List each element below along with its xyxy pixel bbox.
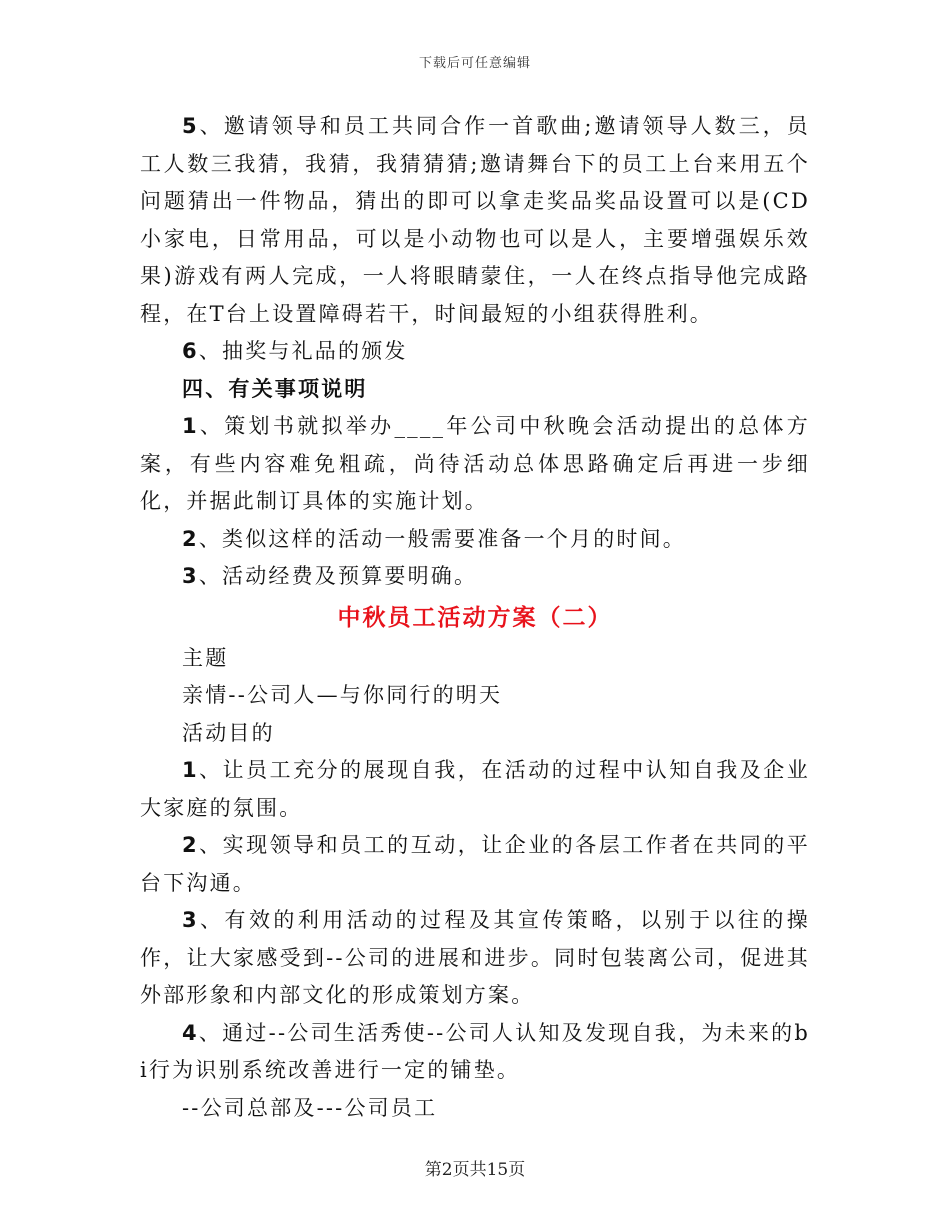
item-text: 、有效的利用活动的过程及其宣传策略，以别于以往的操作，让大家感受到--公司的进展和进步。同时包装离公司，促进其外部形象和内部文化的形成策划方案。 (140, 908, 810, 1007)
item-text: 、让员工充分的展现自我，在活动的过程中认知自我及企业大家庭的氛围。 (140, 758, 810, 820)
page-footer: 第2页共15页 (424, 1160, 526, 1180)
document-body (140, 108, 810, 1127)
item-text: 、活动经费及预算要明确。 (198, 564, 478, 588)
item-text: 、抽奖与礼品的颁发 (198, 339, 408, 363)
participants-text: --公司总部及---公司员工 (182, 1095, 438, 1120)
paragraph-purpose-1 (140, 752, 810, 827)
document-title: 中秋员工活动方案（二） (337, 604, 613, 631)
item-text: 、通过--公司生活秀使--公司人认知及发现自我，为未来的bi行为识别系统改善进行一定的铺垫。 (140, 1020, 810, 1082)
item-number: 4 (182, 1020, 199, 1045)
item-number: 1 (182, 758, 199, 782)
paragraph-note-1 (140, 408, 810, 521)
item-number: 3 (182, 908, 199, 932)
item-text: 、类似这样的活动一般需要准备一个月的时间。 (198, 526, 687, 551)
item-number: 1 (182, 414, 199, 438)
item-text: 、策划书就拟举办____年公司中秋晚会活动提出的总体方案，有些内容难免粗疏，尚待活动总体思路确定后再进一步细化，并据此制订具体的实施计划。 (140, 414, 810, 513)
paragraph-purpose-2 (140, 827, 810, 902)
item-text: 、邀请领导和员工共同合作一首歌曲;邀请领导人数三，员工人数三我猜，我猜，我猜猜猜;邀请舞台下的员工上台来用五个问题猜出一件物品，猜出的即可以拿走奖品奖品设置可以是(CD小家电，日常用品，可以是小动物也可以是人，主要增强娱乐效果)游戏有两人完成，一人将眼睛蒙住，一人在终点指导他完成路程，在T台上设置障碍若干，时间最短的小组获得胜利。 (140, 114, 810, 326)
paragraph-item-6 (140, 333, 810, 371)
item-number: 2 (182, 526, 199, 551)
purpose-label: 活动目的 (182, 720, 275, 745)
section-heading: 四、有关事项说明 (182, 376, 368, 401)
paragraph-purpose-3 (140, 902, 810, 1015)
header-note: 下载后可任意编辑 (418, 56, 531, 71)
item-number: 5 (182, 114, 199, 138)
item-text: 、实现领导和员工的互动，让企业的各层工作者在共同的平台下沟通。 (140, 833, 810, 895)
paragraph-purpose-4 (140, 1015, 810, 1090)
item-number: 3 (182, 564, 199, 588)
paragraph-note-2 (140, 521, 810, 559)
paragraph-note-3 (140, 558, 810, 596)
paragraph-item-5 (140, 108, 810, 333)
item-number: 2 (182, 833, 199, 857)
theme-text: 亲情--公司人—与你同行的明天 (182, 683, 503, 707)
item-number: 6 (182, 339, 199, 363)
theme-label: 主题 (182, 645, 229, 670)
